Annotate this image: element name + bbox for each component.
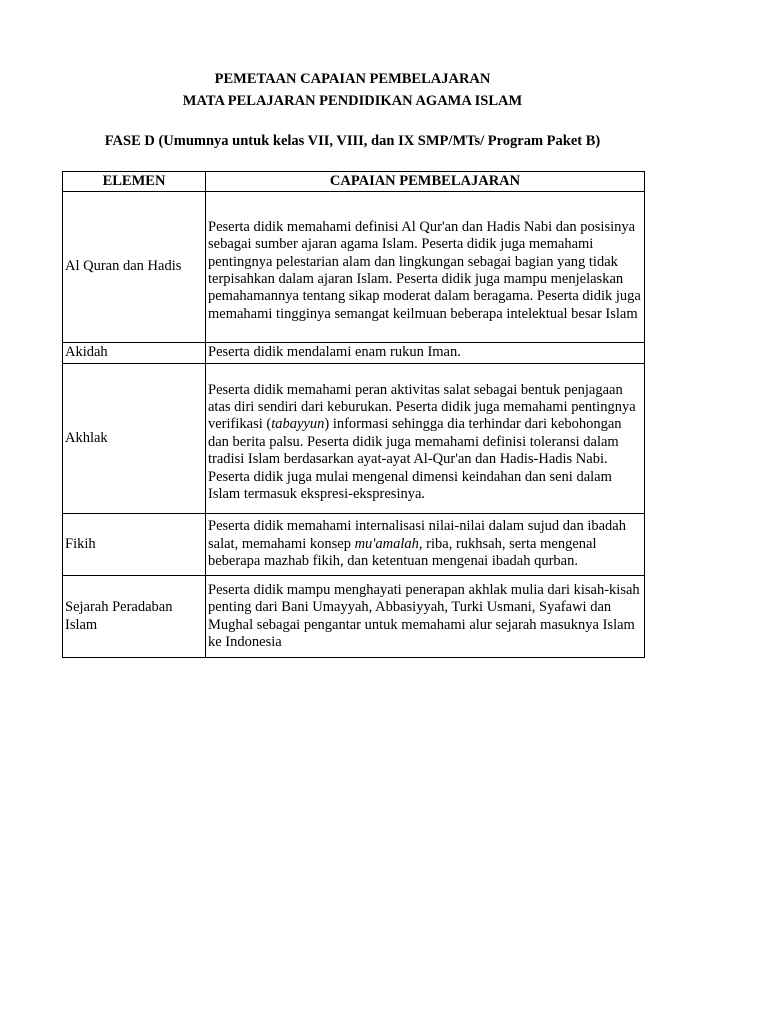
elemen-cell: Al Quran dan Hadis [63, 192, 206, 343]
header-elemen: ELEMEN [63, 172, 206, 192]
table-row [63, 514, 645, 576]
capaian-cell [206, 364, 645, 514]
document-title-line2: MATA PELAJARAN PENDIDIKAN AGAMA ISLAM [182, 93, 523, 109]
document-title-line1: PEMETAAN CAPAIAN PEMBELAJARAN [214, 71, 491, 87]
elemen-cell: Fikih [63, 514, 206, 576]
table-header-row [63, 172, 645, 192]
header-capaian: CAPAIAN PEMBELAJARAN [206, 172, 645, 192]
capaian-text-part: , riba, rukhsah, serta mengenal beberapa mazhab fikih, dan ketentuan mengenai ibadah qurban. [208, 535, 597, 570]
table-row [63, 364, 645, 514]
table-row [63, 192, 645, 343]
table-row [63, 576, 645, 658]
capaian-cell [206, 514, 645, 576]
capaian-text-part: ) informasi sehingga dia terhindar dari kebohongan dan berita palsu. Peserta didik juga memahami definisi toleransi dalam tradisi Islam berdasarkan ayat-ayat Al-Qur'an dan Hadis-Hadis Nabi. Peserta didik juga mulai mengenal dimensi keindahan dan seni dalam Islam termasuk ekspresi-ekspresinya. [208, 416, 622, 503]
table-row [63, 343, 645, 364]
elemen-cell: Akidah [63, 343, 206, 364]
capaian-cell: Peserta didik memahami definisi Al Qur'an dan Hadis Nabi dan posisinya sebagai sumber ajaran agama Islam. Peserta didik juga memahami pentingnya pelestarian alam dan lingkungan sebagai bagian yang tidak terpisahkan dalam ajaran Islam. Peserta didik juga mampu menjelaskan pemahamannya tentang sikap moderat dalam beragama. Peserta didik juga memahami tingginya semangat keilmuan beberapa intelektual besar Islam [206, 192, 645, 343]
capaian-italic-term: mu'amalah [354, 535, 419, 552]
capaian-italic-term: tabayyun [271, 416, 325, 433]
capaian-pembelajaran-table [62, 171, 645, 658]
elemen-cell: Akhlak [63, 364, 206, 514]
capaian-text-part: Peserta didik memahami peran aktivitas salat sebagai bentuk penjagaan atas diri sendiri dari keburukan. Peserta didik juga memahami pentingnya verifikasi ( [208, 381, 636, 433]
elemen-cell: Sejarah Peradaban Islam [63, 576, 206, 658]
document-subtitle: FASE D (Umumnya untuk kelas VII, VIII, dan IX SMP/MTs/ Program Paket B) [104, 133, 601, 149]
capaian-cell: Peserta didik mampu menghayati penerapan akhlak mulia dari kisah-kisah penting dari Bani Umayyah, Abbasiyyah, Turki Usmani, Syafawi dan Mughal sebagai pengantar untuk memahami alur sejarah masuknya Islam ke Indonesia [206, 576, 645, 658]
capaian-text-part: Peserta didik memahami internalisasi nilai-nilai dalam sujud dan ibadah salat, memahami konsep [208, 518, 626, 552]
capaian-cell: Peserta didik mendalami enam rukun Iman. [206, 343, 645, 364]
